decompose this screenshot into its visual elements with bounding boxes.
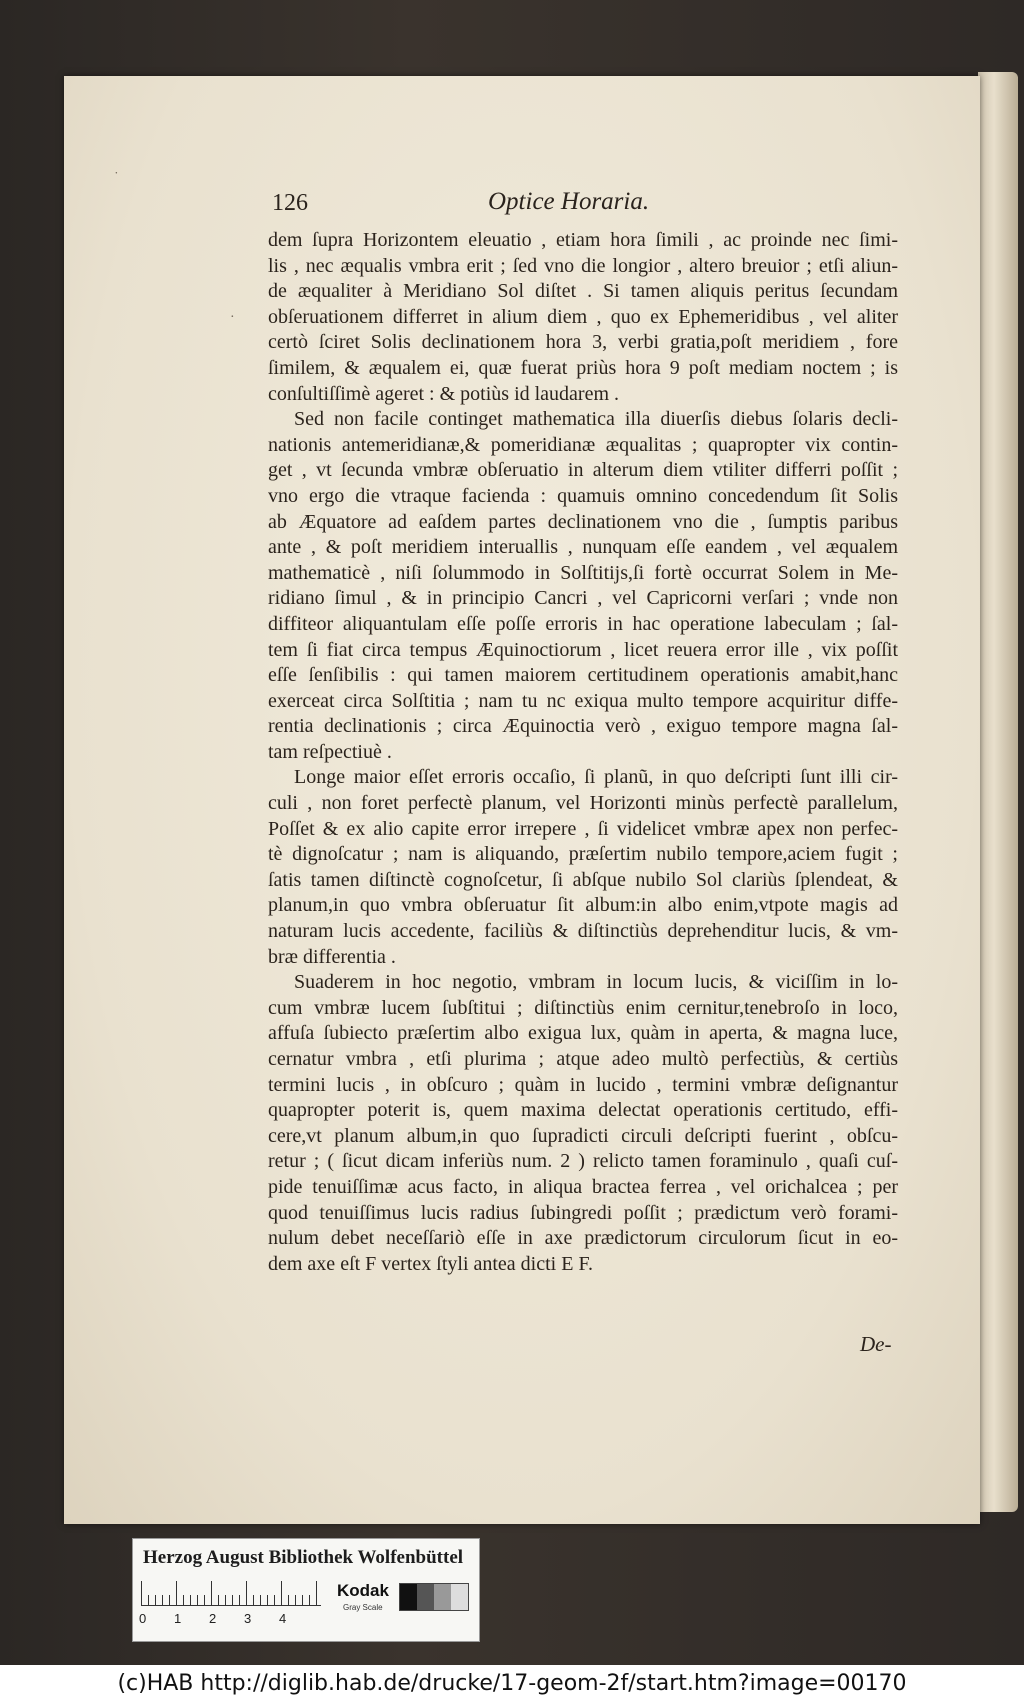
gray-scale-patches <box>399 1583 469 1611</box>
text-line: obſeruationem differret in alium diem , quo ex Ephemeridibus , vel aliter <box>268 305 898 328</box>
library-label-card <box>132 1538 480 1642</box>
text-line: Suaderem in hoc negotio, vmbram in locum lucis, & viciſſim in lo- <box>294 971 898 994</box>
text-line: Longe maior eſſet erroris occaſio, ſi planũ, in quo deſcripti ſunt illi cir- <box>294 766 898 789</box>
text-line: Poſſet & ex alio capite error irrepere , ſi videlicet vmbræ apex non perfec- <box>268 817 898 840</box>
text-line: ante , & poſt meridiem interuallis , nunquam eſſe eandem , vel æqualem <box>268 536 898 559</box>
text-line: cum vmbræ lucem ſubſtitui ; diſtinctiùs enim cernitur,tenebroſo in loco, <box>268 996 898 1019</box>
text-line: ſatis tamen diſtinctè cognoſcetur, ſi abſque nubilo Sol clariùs ſplendeat, & <box>268 868 898 891</box>
gray-patch <box>451 1584 468 1610</box>
gray-patch <box>417 1584 434 1610</box>
scale-ruler-major-ticks <box>141 1581 321 1605</box>
text-line: retur ; ( ſicut dicam inferiùs num. 2 ) relicto tamen foraminulo , quaſi cuſ- <box>268 1150 898 1173</box>
text-line: tam reſpectiuè . <box>268 740 392 763</box>
text-line: dem ſupra Horizontem eleuatio , etiam hora ſimili , ac proinde nec ſimi- <box>268 229 898 251</box>
text-line: rentia declinationis ; circa Æquinoctia verò , exiguo tempore magna ſal- <box>268 715 898 738</box>
text-line: affuſa ſubiecto præſertim albo exigua lux, quàm in aperta, & magna luce, <box>268 1022 898 1045</box>
text-line: mathematicè , niſi ſolummodo in Solſtitijs,ſi fortè occurrat Solem in Me- <box>268 561 898 584</box>
text-line: get , vt ſecunda vmbræ obſeruatio in alterum diem vtiliter differri poſſit ; <box>268 459 898 482</box>
text-line: culi , non foret perfectè planum, vel Horizonti minùs perfectè parallelum, <box>268 792 898 815</box>
text-line: certò ſciret Solis declinationem hora 3, verbi gratia,poſt meridiem , fore <box>268 331 898 354</box>
text-line: de æqualiter à Meridiano Sol diſtet . Si tamen aliquis peritus ſecundam <box>268 280 898 303</box>
text-line: nationis antemeridianæ,& pomeridianæ æqualitas ; quapropter vix contin- <box>268 433 898 456</box>
library-name: Herzog August Bibliothek Wolfenbüttel <box>143 1547 464 1568</box>
text-line: ridiano ſimul , & in principio Cancri , vel Capricorni verſari ; vnde non <box>268 587 898 610</box>
text-line: ſimilem, & æqualem ei, quæ fuerat priùs hora 9 poſt mediam noctem ; is <box>268 356 898 379</box>
margin-mark: ˙ <box>114 170 119 185</box>
copyright-footer: (c)HAB http://diglib.hab.de/drucke/17-geom-2f/start.htm?image=00170 <box>0 1665 1024 1702</box>
page-header <box>272 188 892 220</box>
text-line: cernatur vmbra , etſi plurima ; atque adeo multò perfectiùs, & certiùs <box>268 1048 898 1070</box>
gray-patch <box>400 1584 417 1610</box>
text-line: lis , nec æqualis vmbra erit ; ſed vno die longior , altero breuior ; etſi aliun- <box>268 254 898 277</box>
text-line: pide tenuiſſimæ acus facto, in aliqua bractea ferrea , vel orichalcea ; per <box>268 1175 898 1198</box>
gray-patch <box>434 1584 451 1610</box>
ruler-number: 1 <box>174 1611 182 1626</box>
text-line: Sed non facile continget mathematica illa diuerſis diebus ſolaris decli- <box>294 408 898 431</box>
body-text <box>268 228 898 1277</box>
running-title: Optice Horaria. <box>488 188 650 215</box>
text-line: eſſe ſenſibilis : qui tamen maiorem certitudinem operationis amabit,hanc <box>268 664 898 687</box>
catchword: De- <box>860 1332 892 1356</box>
margin-mark: · <box>230 310 235 325</box>
text-line: naturam lucis accedente, faciliùs & diſtinctiùs deprehenditur lucis, & vm- <box>268 920 898 943</box>
text-line: ab Æquatore ad eaſdem partes declinationem vno die , ſumptis paribus <box>268 510 898 533</box>
page-number: 126 <box>272 190 308 216</box>
next-page-edge <box>978 72 1018 1512</box>
text-line: planum,in quo vmbra obſeruatur ſit album:in albo enim,vtpote magis ad <box>268 894 898 917</box>
text-line: dem axe eſt F vertex ſtyli antea dicti E F. <box>268 1252 593 1275</box>
text-line: conſultiſſimè ageret : & potiùs id laudarem . <box>268 382 620 405</box>
text-line: bræ differentia . <box>268 945 396 968</box>
text-line: vno ergo die vtraque facienda : quamuis omnino concedendum ſit Solis <box>268 484 898 507</box>
text-line: nulum debet neceſſariò eſſe in axe prædictorum circulorum ſicut in eo- <box>268 1227 898 1250</box>
ruler-labels <box>139 1611 339 1629</box>
text-line: exerceat circa Solſtitia ; nam tu nc exiqua multo tempore acquiritur diffe- <box>268 689 898 712</box>
text-line: quod tenuiſſimus lucis radius ſubingredi poſſit ; prædictum verò forami- <box>268 1201 898 1224</box>
ruler-number: 2 <box>209 1611 217 1626</box>
text-line: tem ſi fiat circa tempus Æquinoctiorum , licet reuera error ille , vix poſſit <box>268 638 898 661</box>
text-line: termini lucis , in obſcuro ; quàm in lucido , termini vmbræ deſignantur <box>268 1073 898 1096</box>
ruler-number: 4 <box>279 1611 287 1626</box>
ruler-number: 3 <box>244 1611 252 1626</box>
kodak-subtitle: Gray Scale <box>343 1603 383 1612</box>
text-line: tè dignoſcatur ; nam is aliquando, præſertim nubilo tempore,aciem fugit ; <box>268 843 898 866</box>
text-line: cere,vt planum album,in quo ſupradicti circuli deſcripti fuerint , obſcu- <box>268 1124 898 1147</box>
text-line: diffiteor aliquantulam eſſe poſſe erroris in hac operatione labeculam ; ſal- <box>268 612 898 635</box>
kodak-logo: Kodak <box>337 1581 389 1600</box>
text-line: quapropter poterit is, quem maxima delectat operationis certitudo, effi- <box>268 1099 898 1122</box>
ruler-number: 0 <box>139 1611 147 1626</box>
